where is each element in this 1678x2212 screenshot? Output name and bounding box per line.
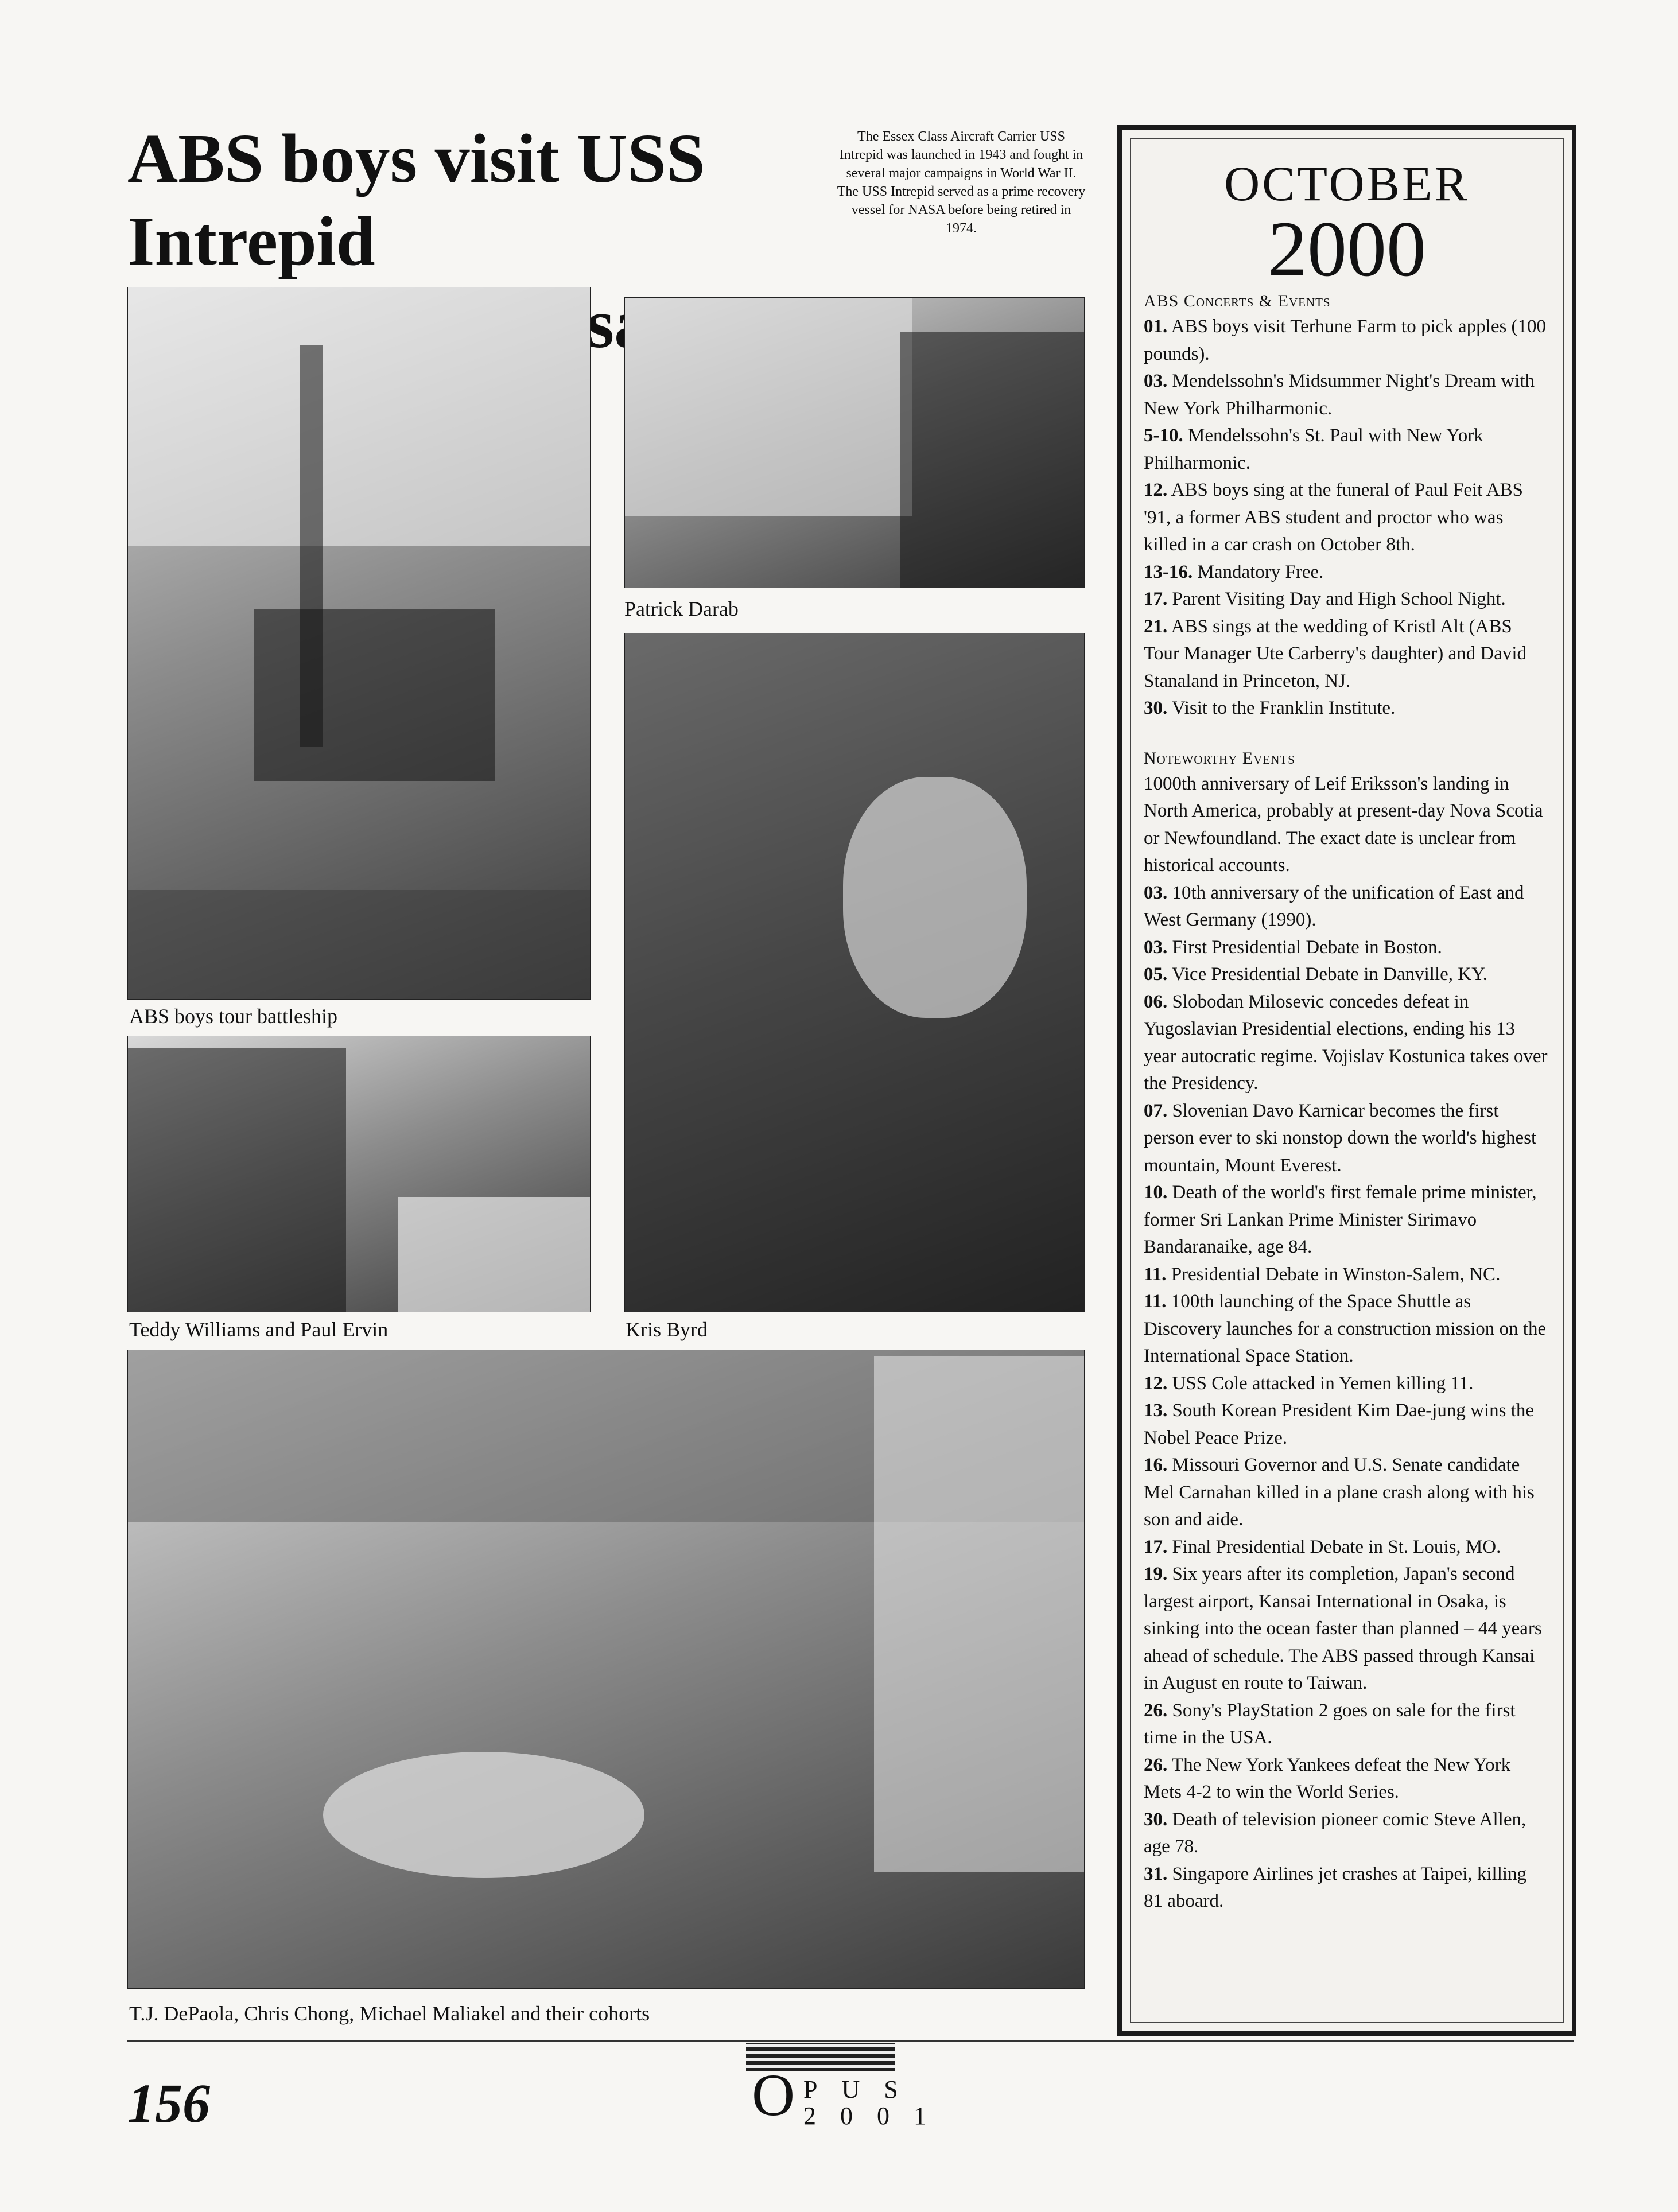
logo-year: 2001 bbox=[803, 2102, 950, 2130]
entry-text: Presidential Debate in Winston-Salem, NC. bbox=[1171, 1264, 1501, 1285]
entry-text: Death of the world's first female prime minister, former Sri Lankan Prime Minister Sirimavo Bandaranaike, age 84. bbox=[1144, 1182, 1537, 1257]
calendar-entry bbox=[1144, 1098, 1550, 1180]
entry-date: 26. bbox=[1144, 1754, 1168, 1775]
entry-date: 30. bbox=[1144, 698, 1168, 718]
entry-text: ABS sings at the wedding of Kristl Alt (ABS Tour Manager Ute Carberry's daughter) and David Stanaland in Princeton, NJ. bbox=[1144, 616, 1527, 691]
entry-date: 06. bbox=[1144, 991, 1168, 1012]
entry-date: 03. bbox=[1144, 371, 1168, 391]
entry-date: 01. bbox=[1144, 316, 1168, 337]
photo-battleship-tour bbox=[127, 287, 591, 1000]
opus-logo bbox=[740, 2043, 950, 2130]
entry-date: 31. bbox=[1144, 1863, 1168, 1884]
calendar-entry bbox=[1144, 477, 1550, 559]
entry-date: 13-16. bbox=[1144, 561, 1193, 582]
calendar-entry bbox=[1144, 368, 1550, 422]
calendar-entry bbox=[1144, 559, 1550, 586]
entry-date: 13. bbox=[1144, 1400, 1168, 1421]
calendar-entry bbox=[1144, 934, 1550, 962]
entry-text: 10th anniversary of the unification of East and West Germany (1990). bbox=[1144, 882, 1524, 930]
calendar-entry bbox=[1144, 313, 1550, 368]
entry-date: 26. bbox=[1144, 1700, 1168, 1721]
entry-text: Vice Presidential Debate in Danville, KY. bbox=[1171, 964, 1487, 985]
caption-patrick: Patrick Darab bbox=[624, 597, 739, 620]
calendar-entry bbox=[1144, 771, 1550, 880]
calendar-entry bbox=[1144, 989, 1550, 1098]
entry-text: ABS boys visit Terhune Farm to pick apples (100 pounds). bbox=[1144, 316, 1547, 364]
entry-text: 1000th anniversary of Leif Eriksson's landing in North America, probably at present-day Nova Scotia or Newfoundland. The exact date is unclear from historical accounts. bbox=[1144, 773, 1543, 876]
headline-line-1: ABS boys visit USS Intrepid bbox=[127, 120, 705, 280]
logo-letters: PUS bbox=[803, 2075, 922, 2104]
logo-o: O bbox=[752, 2062, 795, 2128]
entry-text: Six years after its completion, Japan's second largest airport, Kansai International in Osaka, is sinking into the ocean faster than planned – 44 years ahead of schedule. The ABS passed through Kansai in August en route to Taiwan. bbox=[1144, 1564, 1542, 1693]
calendar-entry bbox=[1144, 1179, 1550, 1261]
entry-date: 05. bbox=[1144, 964, 1168, 985]
photo-kris-byrd bbox=[624, 633, 1085, 1312]
calendar-entry bbox=[1144, 422, 1550, 477]
calendar-entry bbox=[1144, 1370, 1550, 1398]
entry-text: Slobodan Milosevic concedes defeat in Yugoslavian Presidential elections, ending his 13 year autocratic regime. Vojislav Kostunica takes over the Presidency. bbox=[1144, 991, 1548, 1094]
calendar-entry bbox=[1144, 1397, 1550, 1452]
entry-date: 16. bbox=[1144, 1455, 1168, 1475]
entry-text: Visit to the Franklin Institute. bbox=[1171, 698, 1396, 718]
footer-rule bbox=[127, 2040, 1574, 2042]
noteworthy-list bbox=[1144, 771, 1550, 1915]
entry-text: Mandatory Free. bbox=[1197, 561, 1324, 582]
caption-kris: Kris Byrd bbox=[626, 1318, 708, 1341]
calendar-year: 2000 bbox=[1268, 205, 1426, 293]
calendar-month: OCTOBER bbox=[1224, 156, 1470, 211]
concerts-heading: ABS Concerts & Events bbox=[1144, 291, 1331, 310]
entry-text: The New York Yankees defeat the New York Mets 4-2 to win the World Series. bbox=[1144, 1754, 1511, 1802]
entry-date: 03. bbox=[1144, 936, 1168, 958]
concerts-list bbox=[1144, 313, 1550, 722]
entry-date: 30. bbox=[1144, 1809, 1168, 1830]
entry-date: 03. bbox=[1144, 882, 1168, 903]
noteworthy-heading: Noteworthy Events bbox=[1144, 748, 1295, 768]
entry-date: 21. bbox=[1144, 616, 1168, 637]
october-calendar-sidebar bbox=[1117, 125, 1576, 2036]
entry-date: 10. bbox=[1144, 1182, 1168, 1203]
entry-text: Missouri Governor and U.S. Senate candidate Mel Carnahan killed in a plane crash along with his son and aide. bbox=[1144, 1455, 1535, 1530]
entry-text: Slovenian Davo Karnicar becomes the first person ever to ski nonstop down the world's highest mountain, Mount Everest. bbox=[1144, 1100, 1537, 1176]
calendar-entry bbox=[1144, 586, 1550, 613]
calendar-entry bbox=[1144, 1261, 1550, 1289]
caption-teddy-paul: Teddy Williams and Paul Ervin bbox=[129, 1318, 389, 1341]
calendar-entry bbox=[1144, 961, 1550, 989]
calendar-entry bbox=[1144, 1697, 1550, 1752]
calendar-entry bbox=[1144, 1806, 1550, 1861]
photo-patrick-darab bbox=[624, 297, 1085, 588]
entry-text: South Korean President Kim Dae-jung wins the Nobel Peace Prize. bbox=[1144, 1400, 1535, 1448]
entry-text: USS Cole attacked in Yemen killing 11. bbox=[1172, 1373, 1474, 1394]
calendar-entry bbox=[1144, 1534, 1550, 1561]
photo-teddy-paul bbox=[127, 1036, 591, 1312]
caption-group: T.J. DePaola, Chris Chong, Michael Maliakel and their cohorts bbox=[129, 2002, 650, 2025]
entry-text: Death of television pioneer comic Steve Allen, age 78. bbox=[1144, 1809, 1526, 1857]
entry-text: Mendelssohn's St. Paul with New York Philharmonic. bbox=[1144, 425, 1483, 473]
entry-text: 100th launching of the Space Shuttle as Discovery launches for a construction mission on the International Space Station. bbox=[1144, 1291, 1547, 1366]
entry-text: ABS boys sing at the funeral of Paul Feit ABS '91, a former ABS student and proctor who was killed in a car crash on October 8th. bbox=[1144, 480, 1523, 555]
entry-text: Singapore Airlines jet crashes at Taipei, killing 81 aboard. bbox=[1144, 1863, 1527, 1911]
calendar-entry bbox=[1144, 1561, 1550, 1697]
entry-date: 17. bbox=[1144, 589, 1168, 609]
calendar-entry bbox=[1144, 1752, 1550, 1806]
entry-date: 11. bbox=[1144, 1264, 1167, 1285]
entry-text: Mendelssohn's Midsummer Night's Dream with New York Philharmonic. bbox=[1144, 371, 1535, 419]
intro-blurb: The Essex Class Aircraft Carrier USS Intrepid was launched in 1943 and fought in several major campaigns in World War II. The USS Intrepid served as a prime recovery vessel for NASA before being retired in 1974. bbox=[837, 129, 1086, 236]
entry-text: First Presidential Debate in Boston. bbox=[1172, 936, 1442, 958]
caption-battleship: ABS boys tour battleship bbox=[129, 1005, 338, 1028]
entry-date: 11. bbox=[1144, 1291, 1167, 1312]
calendar-entry bbox=[1144, 613, 1550, 695]
page-number: 156 bbox=[127, 2073, 210, 2134]
entry-text: Sony's PlayStation 2 goes on sale for the first time in the USA. bbox=[1144, 1700, 1516, 1748]
entry-date: 12. bbox=[1144, 480, 1168, 500]
calendar-entry bbox=[1144, 1452, 1550, 1534]
calendar-entry bbox=[1144, 1861, 1550, 1915]
photo-group-cohorts bbox=[127, 1350, 1085, 1989]
entry-date: 5-10. bbox=[1144, 425, 1183, 446]
entry-date: 07. bbox=[1144, 1100, 1168, 1121]
entry-date: 19. bbox=[1144, 1564, 1168, 1584]
calendar-entry bbox=[1144, 880, 1550, 934]
calendar-entry bbox=[1144, 695, 1550, 722]
entry-text: Parent Visiting Day and High School Night. bbox=[1172, 589, 1506, 609]
entry-date: 17. bbox=[1144, 1536, 1168, 1557]
calendar-entry bbox=[1144, 1288, 1550, 1370]
entry-text: Final Presidential Debate in St. Louis, MO. bbox=[1172, 1536, 1501, 1557]
entry-date: 12. bbox=[1144, 1373, 1168, 1394]
